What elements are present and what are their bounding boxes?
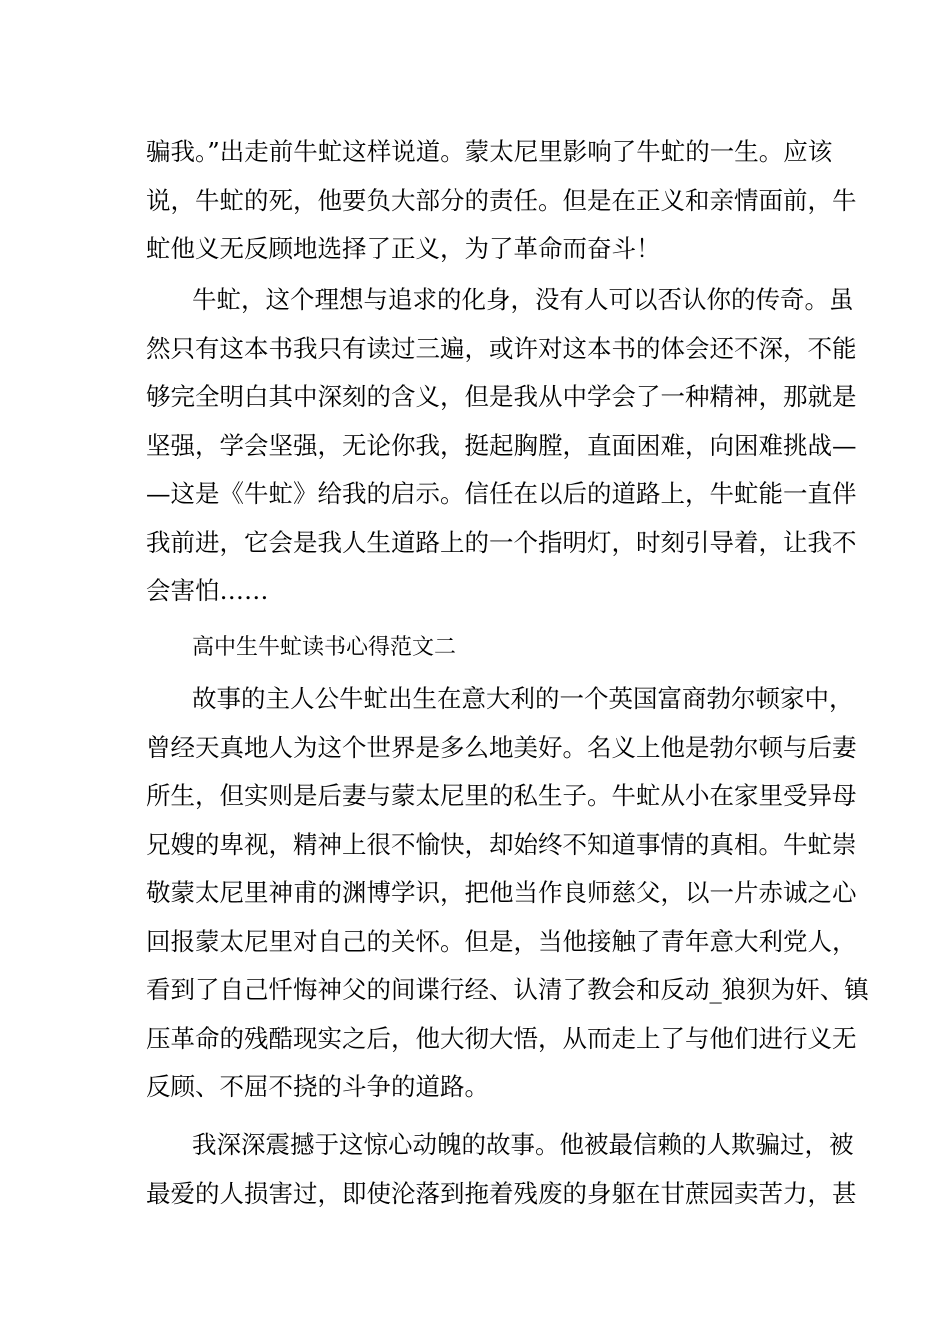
paragraph-line: 我前进，它会是我人生道路上的一个指明灯，时刻引导着，让我不 — [146, 527, 857, 557]
paragraph-line: 虻他义无反顾地选择了正义，为了革命而奋斗！ — [146, 234, 661, 263]
paragraph-line: 兄嫂的卑视，精神上很不愉快，却始终不知道事情的真相。牛虻崇 — [146, 829, 857, 859]
paragraph-line: 曾经天真地人为这个世界是多么地美好。名义上他是勃尔顿与后妻 — [146, 732, 857, 762]
section-heading-block — [146, 624, 806, 673]
paragraph-line: 然只有这本书我只有读过三遍，或许对这本书的体会还不深，不能 — [146, 333, 857, 363]
paragraph-1 — [146, 128, 857, 274]
paragraph-line: 我深深震撼于这惊心动魄的故事。他被最信赖的人欺骗过，被 — [192, 1130, 854, 1159]
paragraph-line: 够完全明白其中深刻的含义，但是我从中学会了一种精神，那就是 — [146, 382, 857, 411]
paragraph-line: 会害怕…… — [146, 576, 269, 605]
section-heading: 高中生牛虻读书心得范文二 — [192, 635, 457, 660]
paragraph-line: 骗我。”出走前牛虻这样说道。蒙太尼里影响了牛虻的一生。应该 — [146, 137, 833, 166]
paragraph-line: 看到了自己忏悔神父的间谍行经、认清了教会和反动_狼狈为奸、镇 — [146, 975, 869, 1004]
paragraph-line: 回报蒙太尼里对自己的关怀。但是，当他接触了青年意大利党人， — [146, 926, 857, 956]
paragraph-line: 所生，但实则是后妻与蒙太尼里的私生子。牛虻从小在家里受异母 — [146, 781, 857, 810]
paragraph-2 — [146, 276, 857, 616]
paragraph-line: 压革命的残酷现实之后，他大彻大悟，从而走上了与他们进行义无 — [146, 1023, 857, 1053]
paragraph-line: 敬蒙太尼里神甫的渊博学识，把他当作良师慈父，以一片赤诚之心 — [146, 878, 857, 907]
paragraph-line: 说，牛虻的死，他要负大部分的责任。但是在正义和亲情面前，牛 — [146, 185, 857, 215]
paragraph-line: 坚强，学会坚强，无论你我，挺起胸膛，直面困难，向困难挑战— — [146, 430, 857, 460]
paragraph-line: 牛虻，这个理想与追求的化身，没有人可以否认你的传奇。虽 — [192, 285, 854, 314]
paragraph-line: —这是《牛虻》给我的启示。信任在以后的道路上，牛虻能一直伴 — [146, 479, 857, 508]
paragraph-3 — [146, 675, 869, 1112]
paragraph-line: 最爱的人损害过，即使沦落到拖着残废的身躯在甘蔗园卖苦力，甚 — [146, 1178, 857, 1208]
paragraph-line: 反顾、不屈不挠的斗争的道路。 — [146, 1072, 489, 1101]
paragraph-line: 故事的主人公牛虻出生在意大利的一个英国富商勃尔顿家中， — [192, 684, 854, 713]
paragraph-4 — [146, 1121, 857, 1218]
